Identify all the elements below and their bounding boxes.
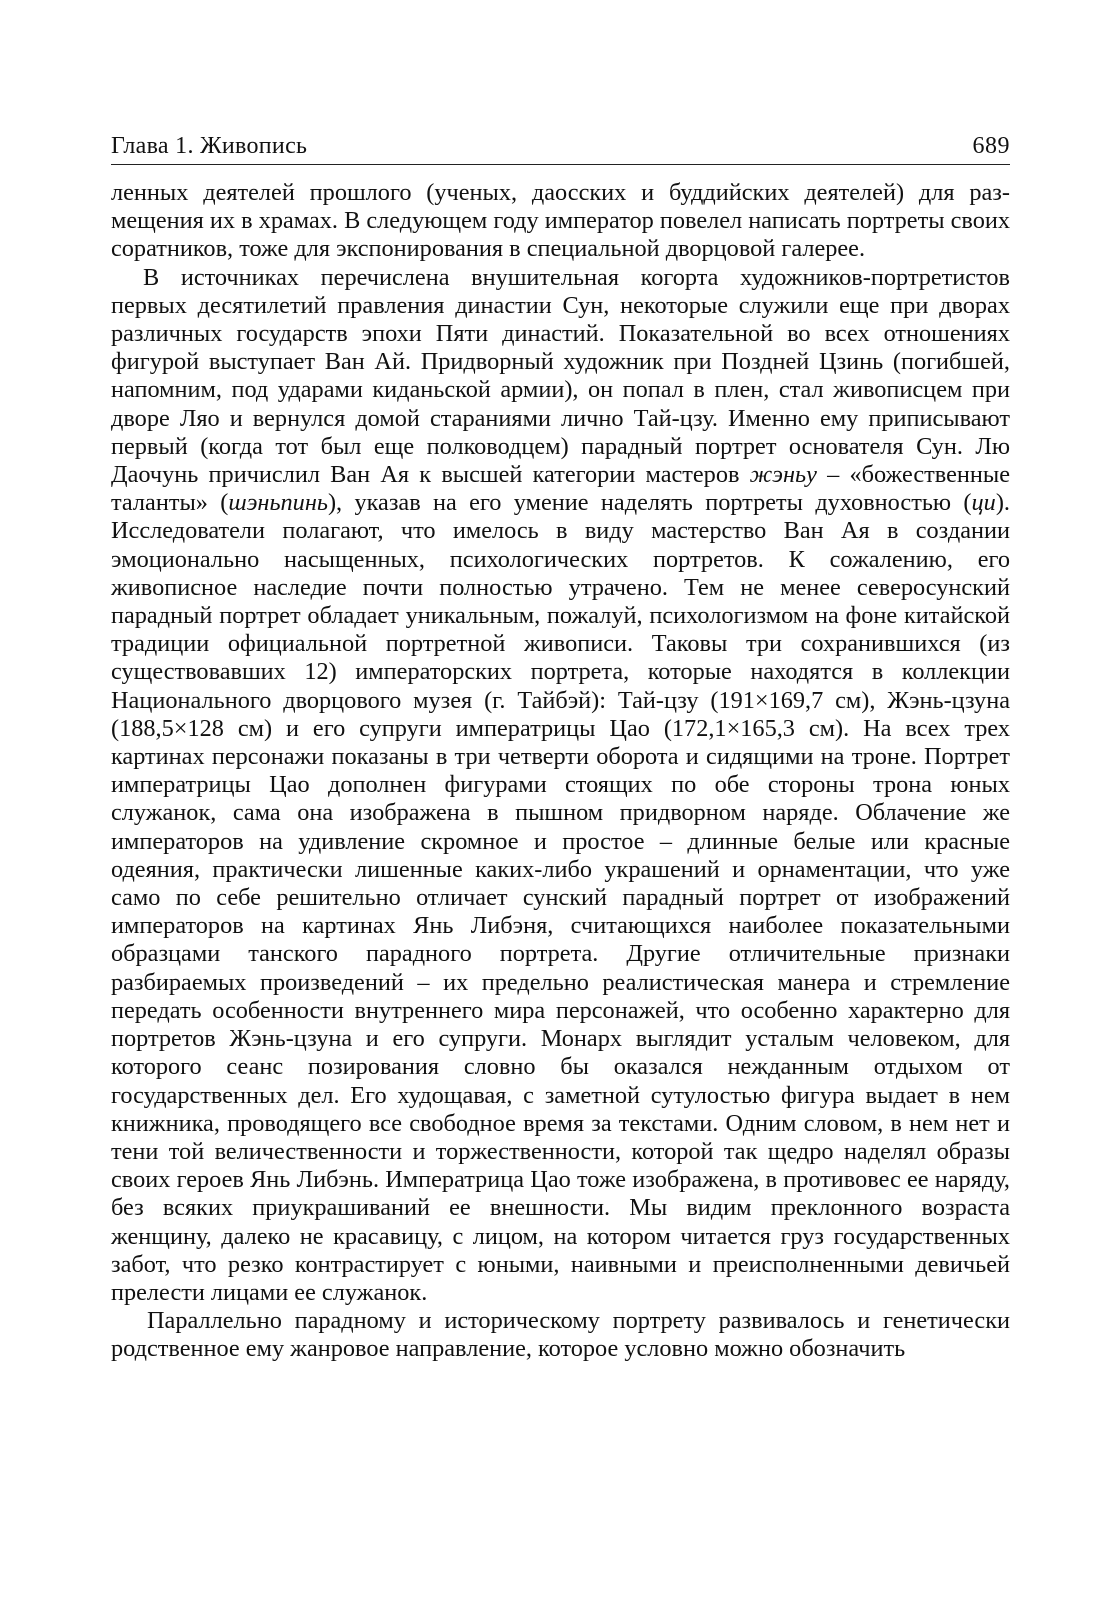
text-run: Параллельно парадному и историческому портрету развивалось и генетически родственное ему жанровое направление, которое условно можно обозначить (111, 1307, 1010, 1363)
text-run: ), указав на его умение наделять портреты духовностью ( (327, 489, 972, 517)
paragraph-1 (111, 179, 1010, 264)
chapter-title: Глава 1. Живопись (111, 133, 308, 159)
paragraph-3 (111, 1307, 1010, 1363)
page-number: 689 (972, 133, 1010, 159)
text-run: ленных деятелей прошлого (ученых, даосских и буддийских деятелей) для размещения их в храмах. В следующем году император повелел написать портреты своих соратников, тоже для экспонирования в специальной дворцовой галерее. (111, 179, 1010, 263)
book-page (111, 120, 1010, 1364)
text-run: ). Исследователи полагают, что имелось в виду мастерство Ван Ая в создании эмоционально насыщенных, психологических портретов. К сожалению, его живописное наследие почти полностью утрачено. Тем не менее северосунский парадный портрет обладает уникальным, пожалуй, психологизмом на фоне китайской традиции официальной портретной живописи. Таковы три сохранившихся (из существовавших 12) императорских портрета, которые находятся в коллекции Национального дворцового музея (г. Тайбэй): Тай-цзу (191×169,7 см), Жэнь-цзуна (188,5×128 см) и его супруги императрицы Цао (172,1×165,3 см). На всех трех картинах персонажи показаны в три четверти оборота и сидящими на троне. Портрет императрицы Цао дополнен фигурами стоящих по обе стороны трона юных служанок, сама она изображена в пышном придворном наряде. Облачение же императоров на удивление скромное и простое – длинные белые или красные одеяния, практически лишенные каких-либо украшений и орнаментации, что уже само по себе решительно отличает сунский парадный портрет от изображений императоров на картинах Янь Либэня, считающихся наиболее показательными образцами танского парадного портрета. Другие отличительные признаки разбираемых произведений – их предельно реалистическая манера и стремление передать особенности внутреннего мира персонажей, что особенно характерно для портретов Жэнь-цзуна и его супруги. Монарх выглядит усталым человеком, для которого сеанс позирования словно бы оказался нежданным отдыхом от государственных дел. Его худощавая, с заметной сутулостью фигура выдает в нем книжника, проводящего все свободное время за текстами. Одним словом, в нем нет и тени той величественности и торжественности, которой так щедро наделял образы своих героев Янь Либэнь. Императрица Цао тоже изображена, в противовес ее наряду, без всяких приукрашиваний ее внешности. Мы видим преклонного возраста женщину, далеко не красавицу, с лицом, на котором читается груз государственных забот, что резко контрастирует с юными, наивными и преисполненными девичьей прелести лицами ее служанок. (111, 489, 1010, 1306)
body-text (111, 179, 1010, 1364)
italic-term: жэньу (749, 461, 817, 489)
text-run: – «божественные таланты» ( (111, 461, 1010, 517)
italic-term: ци (971, 489, 996, 517)
running-header (111, 120, 1010, 165)
text-run: В источниках перечислена внушительная когорта художников-портретистов первых десятилетий правления династии Сун, некоторые служили еще при дворах различных государств эпохи Пяти династий. Показательной во всех отношениях фигурой выступает Ван Ай. Придворный художник при Поздней Цзинь (погибшей, напомним, под ударами киданьской армии), он попал в плен, стал живописцем при дворе Ляо и вернулся домой стараниями лично Тай-цзу. Именно ему приписывают первый (когда тот был еще полководцем) парадный портрет основателя Сун. Лю Даочунь причислил Ван Ая к высшей категории мастеров (111, 263, 1010, 489)
italic-term: шэньпинь (228, 489, 328, 517)
paragraph-2 (111, 264, 1010, 1308)
